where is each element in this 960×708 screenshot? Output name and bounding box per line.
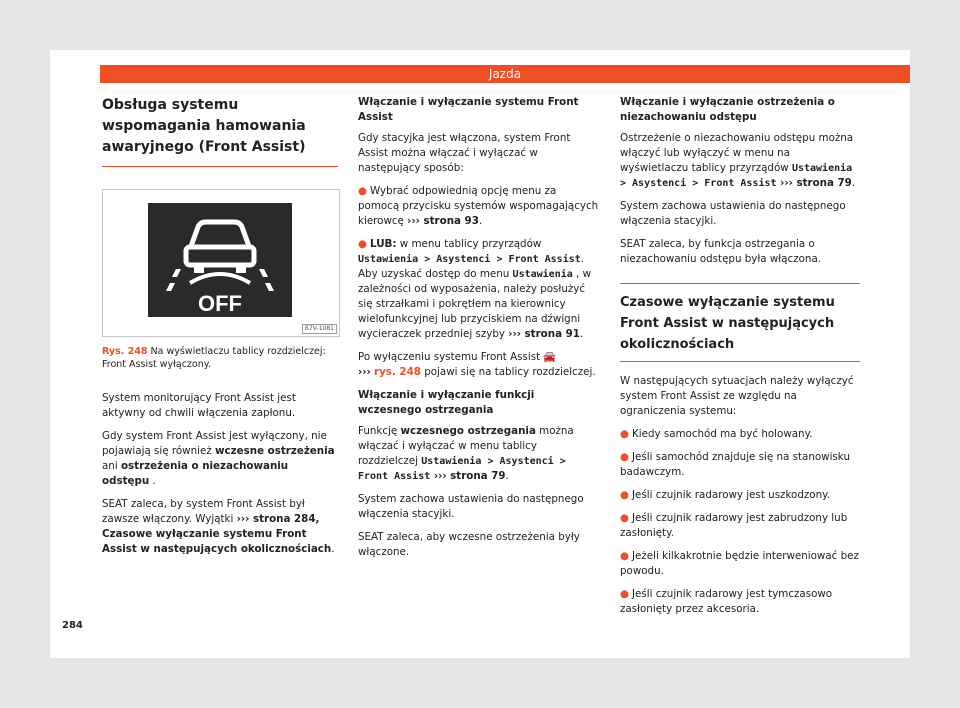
subheading: Włączanie i wyłączanie systemu Front Assist <box>358 96 579 123</box>
manual-page <box>50 50 910 658</box>
list-item: ● Jeżeli kilkakrotnie będzie interweniować bez powodu. <box>620 550 859 577</box>
page-link[interactable]: ››› strona 79 <box>776 177 852 189</box>
column-2 <box>358 95 600 568</box>
dashboard-display <box>148 203 292 317</box>
bullet-icon: ● <box>620 512 629 524</box>
list-item: ● LUB: w menu tablicy przyrządów Ustawienia > Asystenci > Front Assist. Aby uzyskać dostęp do menu Ustawienia , w zależności od wyposażenia, należy posłużyć się strzałkami i pokrętłem na kierownicy wielofunkcyjnej lub przyciskiem na dźwigni wycieraczek przedniej szyby ››› strona 91. <box>358 238 592 340</box>
list-item: ● Jeśli czujnik radarowy jest tymczasowo zasłonięty przez akcesoria. <box>620 588 833 615</box>
car-icon: 🚘 <box>543 351 557 363</box>
bullet-icon: ● <box>620 550 629 562</box>
paragraph: System zachowa ustawienia do następnego włączenia stacyjki. <box>620 200 846 227</box>
subheading: Włączanie i wyłączanie ostrzeżenia o niezachowaniu odstępu <box>620 96 835 123</box>
figure-code: B7V-1081 <box>302 324 337 334</box>
paragraph: Gdy system Front Assist jest wyłączony, nie pojawiają się również wczesne ostrzeżenia ani ostrzeżenia o niezachowaniu odstępu . <box>102 430 335 487</box>
bullet-icon: ● <box>620 588 629 600</box>
paragraph: Ostrzeżenie o niezachowaniu odstępu można włączyć lub wyłączyć w menu na wyświetlaczu tablicy przyrządów Ustawienia > Asystenci > Front Assist ››› strona 79. <box>620 132 856 189</box>
paragraph: SEAT zaleca, by funkcja ostrzegania o niezachowaniu odstępu była włączona. <box>620 238 822 265</box>
paragraph: SEAT zaleca, aby wczesne ostrzeżenia były włączone. <box>358 531 580 558</box>
list-item: ● Jeśli czujnik radarowy jest uszkodzony. <box>620 489 831 501</box>
column-3 <box>620 95 860 625</box>
bullet-icon: ● <box>620 451 629 463</box>
main-heading: Obsługa systemu wspomagania hamowania awaryjnego (Front Assist) <box>102 95 338 167</box>
page-link[interactable]: ››› strona 91 <box>508 328 580 340</box>
paragraph: Gdy stacyjka jest włączona, system Front Assist można włączać i wyłączać w następujący sposób: <box>358 132 571 174</box>
bullet-icon: ● <box>620 489 629 501</box>
paragraph: System zachowa ustawienia do następnego włączenia stacyjki. <box>358 493 584 520</box>
caption-text: Na wyświetlaczu tablicy rozdzielczej: Front Assist wyłączony. <box>102 346 326 370</box>
paragraph: SEAT zaleca, by system Front Assist był zawsze włączony. Wyjątki ››› strona 284, Czasowe wyłączanie systemu Front Assist w następujących okolicznościach. <box>102 498 335 555</box>
paragraph: System monitorujący Front Assist jest aktywny od chwili włączenia zapłonu. <box>102 392 296 419</box>
list-item: ● Jeśli samochód znajduje się na stanowisku badawczym. <box>620 451 850 478</box>
list-item: ● Wybrać odpowiednią opcję menu za pomocą przycisku systemów wspomagających kierowcę ››› strona 93. <box>358 185 599 227</box>
bullet-icon: ● <box>358 238 367 250</box>
paragraph: W następujących sytuacjach należy wyłączyć system Front Assist ze względu na ograniczenia systemu: <box>620 375 854 417</box>
front-assist-off-icon <box>148 203 292 317</box>
off-label: OFF <box>198 291 242 316</box>
figure-caption <box>102 345 338 371</box>
paragraph: Po wyłączeniu systemu Front Assist 🚘 ››› rys. 248 pojawi się na tablicy rozdzielczej. <box>358 351 596 378</box>
page-number: 284 <box>62 620 83 631</box>
subheading: Włączanie i wyłączanie funkcji wczesnego ostrzegania <box>358 389 535 416</box>
section-header: Jazda <box>100 65 910 83</box>
list-item: ● Jeśli czujnik radarowy jest zabrudzony lub zasłonięty. <box>620 512 848 539</box>
figure-link[interactable]: rys. 248 <box>374 366 421 378</box>
bullet-icon: ● <box>620 428 629 440</box>
caption-label: Rys. 248 <box>102 346 148 357</box>
column-1 <box>102 95 338 565</box>
bullet-icon: ● <box>358 185 367 197</box>
paragraph: Funkcję wczesnego ostrzegania można włączać i wyłączać w menu tablicy rozdzielczej Ustawienia > Asystenci > Front Assist ››› strona 79. <box>358 425 574 482</box>
figure-248 <box>102 189 340 337</box>
page-link[interactable]: ››› strona 284, Czasowe wyłączanie systemu Front Assist w następujących okolicznościach <box>102 513 332 555</box>
page-link[interactable]: ››› strona 93 <box>407 215 479 227</box>
page-link[interactable]: ››› strona 79 <box>430 470 506 482</box>
section-heading: Czasowe wyłączanie systemu Front Assist w następujących okolicznościach <box>620 283 860 362</box>
list-item: ● Kiedy samochód ma być holowany. <box>620 428 813 440</box>
